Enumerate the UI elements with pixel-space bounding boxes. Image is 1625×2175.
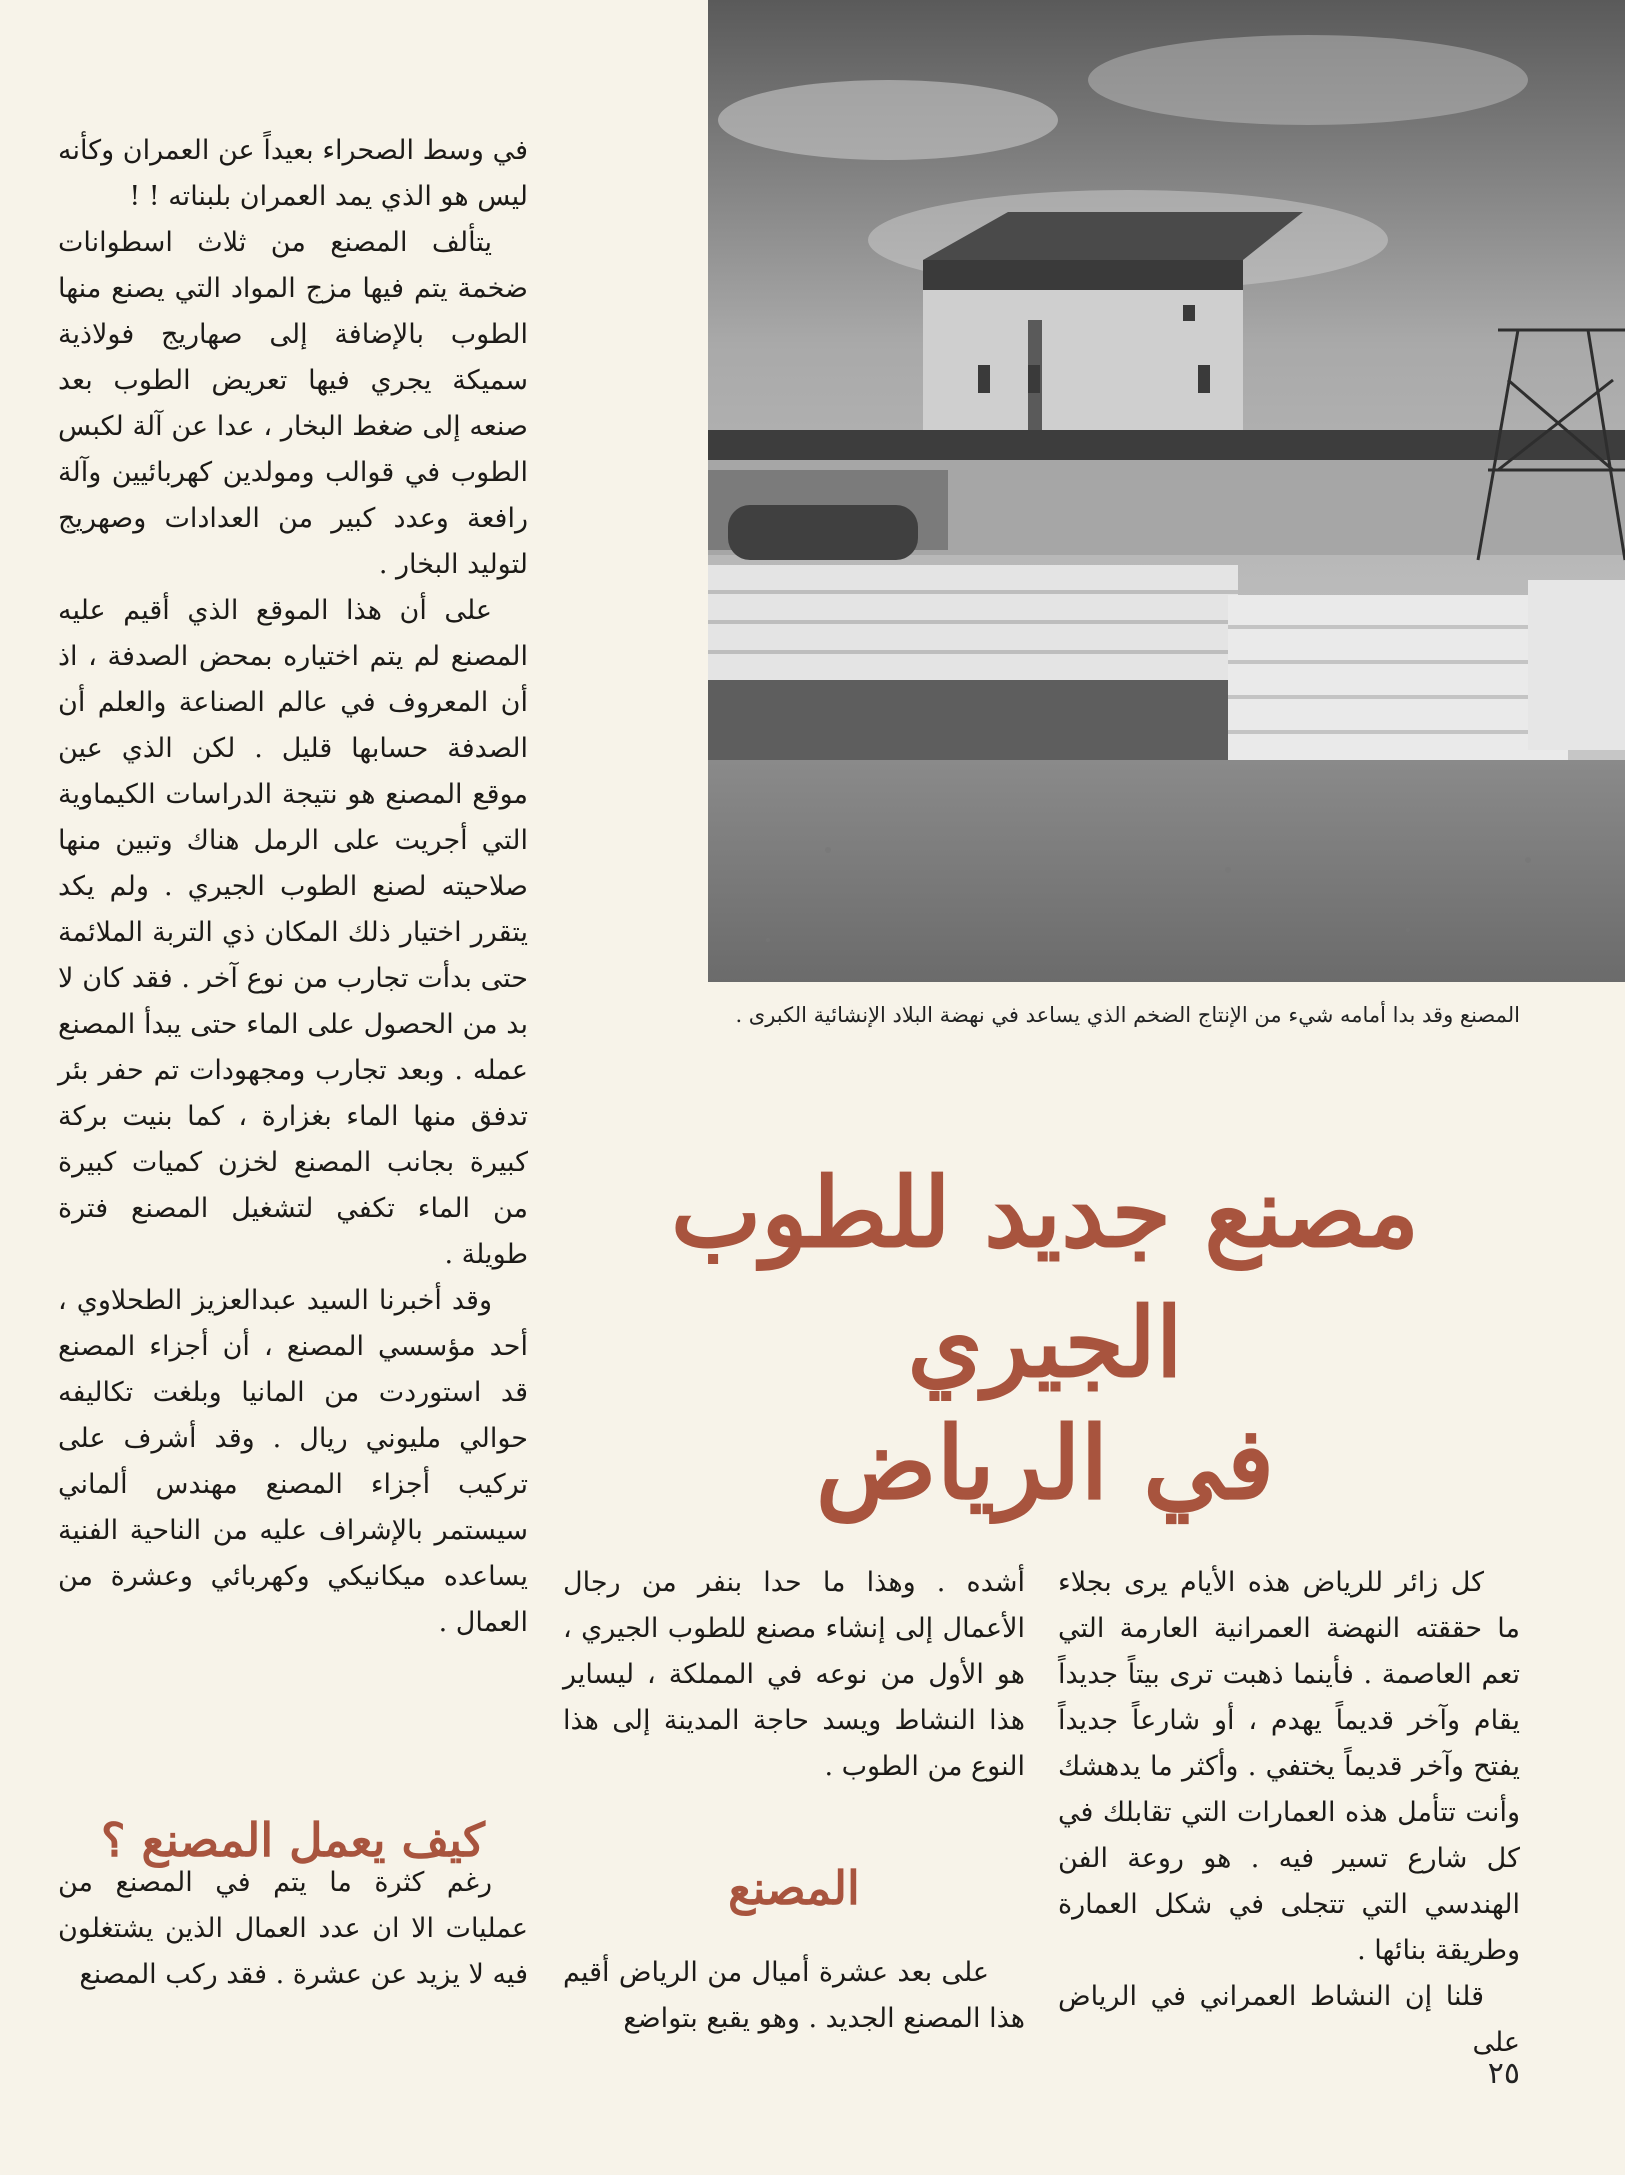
article-column-right xyxy=(1058,1560,1520,2066)
subhead-factory: المصنع xyxy=(728,1861,860,1915)
paragraph: رغم كثرة ما يتم في المصنع من عمليات الا ان عدد العمال الذين يشتغلون فيه لا يزيد عن عشرة . فقد ركب المصنع xyxy=(58,1867,528,1990)
paragraph: أشده . وهذا ما حدا بنفر من رجال الأعمال إلى إنشاء مصنع للطوب الجيري ، هو الأول من نوعه في المملكة ، ليساير هذا النشاط ويسد حاجة المدينة إلى هذا النوع من الطوب . xyxy=(563,1567,1025,1782)
headline-line-1: مصنع جديد للطوب الجيري xyxy=(670,1156,1420,1399)
paragraph: قلنا إن النشاط العمراني في الرياض على xyxy=(1058,1981,1520,2058)
paragraph: يتألف المصنع من ثلاث اسطوانات ضخمة يتم فيها مزج المواد التي يصنع منها الطوب بالإضافة إلى صهاريج فولاذية سميكة يجري فيها تعريض الطوب بعد صنعه إلى ضغط البخار ، عدا عن آلة لكبس الطوب في قوالب ومولدين كهربائيين وآلة رافعة وعدد كبير من العدادات وصهريج لتوليد البخار . xyxy=(58,227,528,580)
photo-caption: المصنع وقد بدا أمامه شيء من الإنتاج الضخم الذي يساعد في نهضة البلاد الإنشائية الكبرى . xyxy=(735,1003,1520,1027)
paragraph: في وسط الصحراء بعيداً عن العمران وكأنه ليس هو الذي يمد العمران بلبناته ! ! xyxy=(58,135,528,212)
article-column-left-bottom xyxy=(58,1860,528,1998)
page-number: ٢٥ xyxy=(1487,2056,1520,2091)
article-column-middle xyxy=(563,1560,1025,1790)
subhead-how-it-works: كيف يعمل المصنع ؟ xyxy=(101,1813,485,1867)
paragraph: على بعد عشرة أميال من الرياض أقيم هذا المصنع الجديد . وهو يقبع بتواضع xyxy=(563,1957,1025,2034)
paragraph: على أن هذا الموقع الذي أقيم عليه المصنع لم يتم اختياره بمحض الصدفة ، اذ أن المعروف في عالم الصناعة والعلم أن الصدفة حسابها قليل . لكن الذي عين موقع المصنع هو نتيجة الدراسات الكيماوية التي أجريت على الرمل هناك وتبين منها صلاحيته لصنع الطوب الجيري . ولم يكد يتقرر اختيار ذلك المكان ذي التربة الملائمة حتى بدأت تجارب من نوع آخر . فقد كان لا بد من الحصول على الماء حتى يبدأ المصنع عمله . وبعد تجارب ومجهودات تم حفر بئر تدفق منها الماء بغزارة ، كما بنيت بركة كبيرة بجانب المصنع لخزن كميات كبيرة من الماء تكفي لتشغيل المصنع فترة طويلة . xyxy=(58,595,528,1270)
headline-line-2: في الرياض xyxy=(815,1404,1275,1522)
paragraph: وقد أخبرنا السيد عبدالعزيز الطحلاوي ، أحد مؤسسي المصنع ، أن أجزاء المصنع قد استوردت من المانيا وبلغت تكاليفه حوالي مليوني ريال . وقد أشرف على تركيب أجزاء المصنع مهندس ألماني سيستمر بالإشراف عليه من الناحية الفنية يساعده ميكانيكي وكهربائي وعشرة من العمال . xyxy=(58,1285,528,1638)
factory-photo xyxy=(708,0,1625,982)
article-column-middle-bottom xyxy=(563,1950,1025,2042)
article-column-left xyxy=(58,128,528,1646)
paragraph: كل زائر للرياض هذه الأيام يرى بجلاء ما حققته النهضة العمرانية العارمة التي تعم العاصمة . فأينما ذهبت ترى بيتاً جديداً يقام وآخر قديماً يهدم ، أو شارعاً جديداً يفتح وآخر قديماً يختفي . وأكثر ما يدهشك وأنت تتأمل هذه العمارات التي تقابلك في كل شارع تسير فيه . هو روعة الفن الهندسي التي تتجلى في شكل العمارة وطريقة بنائها . xyxy=(1058,1567,1520,1966)
